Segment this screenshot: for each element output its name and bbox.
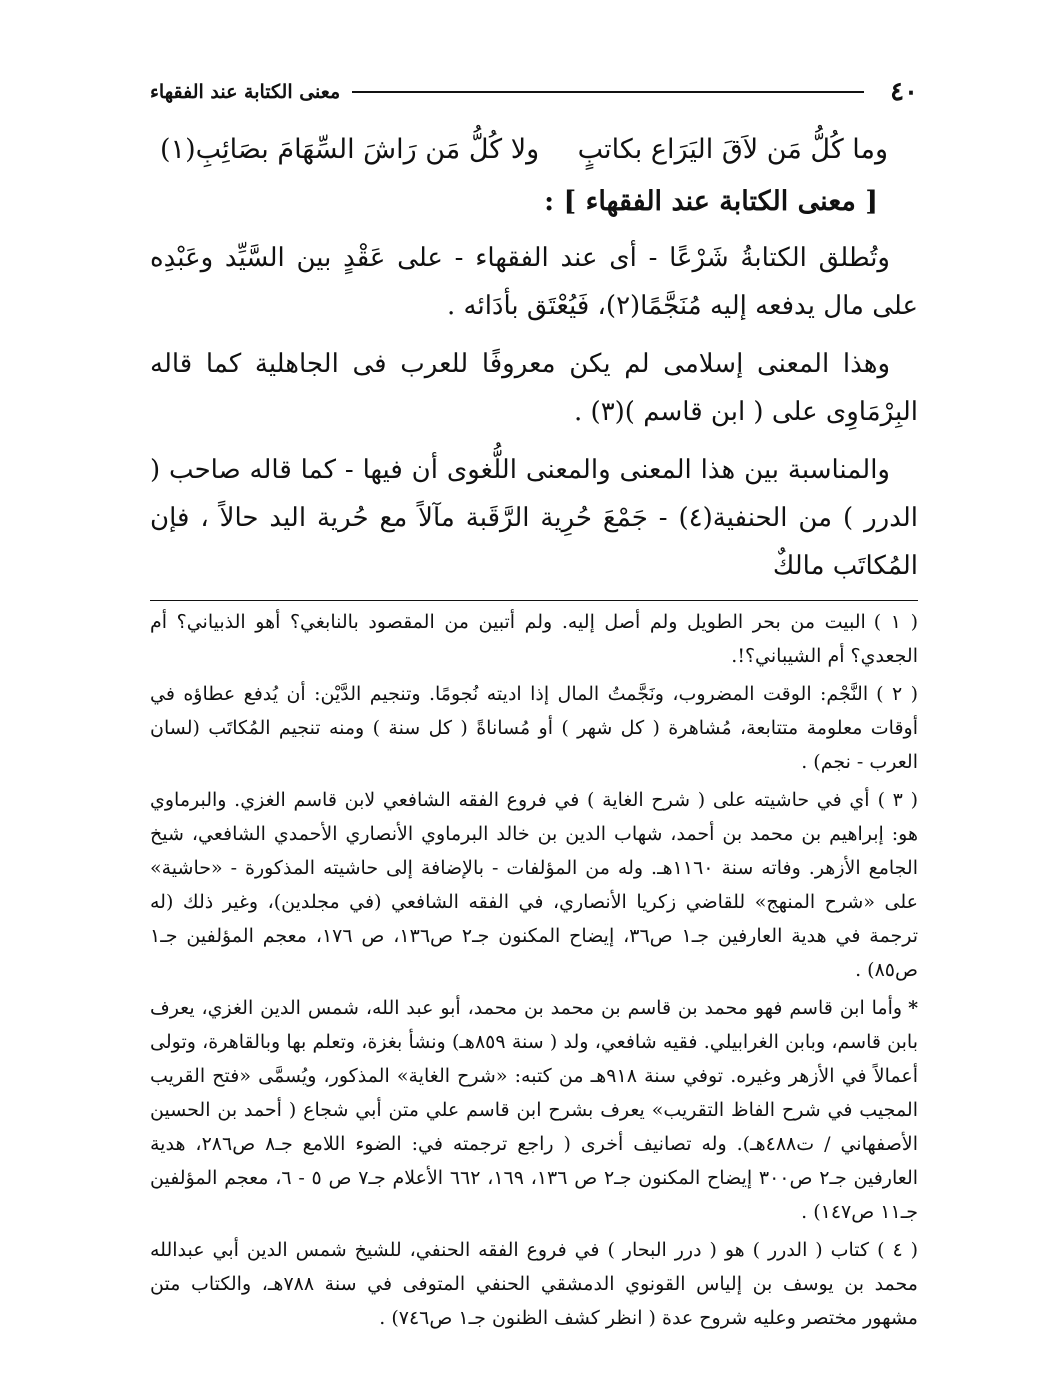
footnote-star bbox=[150, 991, 918, 1229]
footnote-number: ( ٤ ) bbox=[877, 1239, 919, 1261]
running-title: معنى الكتابة عند الفقهاء bbox=[150, 81, 341, 103]
footnote-number: ( ١ ) bbox=[873, 611, 918, 633]
footnote-text: النَّجْم: الوقت المضروب، ونَجَّمتُ المال إذا اديته نُجومًا. وتنجيم الدَّيْن: أن يُدفع عطاؤه في أوقات معلومة متتابعة، مُشاهرة ( كل شهر ) أو مُساناةً ( كل سنة ) ومنه تنجيم المُكاتَب (لسان العرب - نجم) . bbox=[150, 683, 918, 773]
footnotes bbox=[150, 605, 918, 1335]
page-header bbox=[150, 72, 918, 112]
footnote-divider bbox=[150, 600, 918, 601]
book-page bbox=[150, 72, 918, 1339]
asterisk-mark: * bbox=[908, 997, 918, 1019]
paragraph-islamic-meaning: وهذا المعنى إسلامى لم يكن معروفًا للعرب فى الجاهلية كما قاله البِرْمَاوِى على ( ابن قاسم )(٣) . bbox=[150, 349, 918, 427]
page-number: ٤٠ bbox=[890, 77, 918, 107]
section-heading: [ معنى الكتابة عند الفقهاء ] : bbox=[544, 186, 878, 217]
paragraph-relation: والمناسبة بين هذا المعنى والمعنى اللُّغوى أن فيها - كما قاله صاحب ( الدرر ) من الحنفية(٤) - جَمْعَ حُرِية الرَّقَبة مآلاً مع حُرية اليد حالاً ، فإن المُكاتَب مالكٌ bbox=[150, 455, 918, 581]
footnote-text: أي في حاشيته على ( شرح الغاية ) في فروع الفقه الشافعي لابن قاسم الغزي. والبرماوي هو: إبراهيم بن محمد بن أحمد، شهاب الدين بن خالد البرماوي الأنصاري الأحمدي الشافعي، شيخ الجامع الأزهر. وفاته سنة ١١٦٠هـ. وله من المؤلفات - بالإضافة إلى حاشيته المذكورة - «حاشية» على «شرح المنهج» للقاضي زكريا الأنصاري، في الفقه الشافعي (في مجلدين)، وغير ذلك (له ترجمة في هدية العارفين جـ١ ص٣٦، إيضاح المكنون جـ٢ ص١٣٦، ص ١٧٦، معجم المؤلفين جـ١ ص٨٥) . bbox=[150, 789, 918, 981]
poem-verse bbox=[150, 126, 918, 174]
footnote-1 bbox=[150, 605, 918, 673]
poem-first-hemistich: وما كُلُّ مَن لاَقَ اليَرَاع بكاتبٍ bbox=[577, 134, 888, 165]
footnote-4 bbox=[150, 1233, 918, 1335]
poem-second-hemistich: ولا كُلُّ مَن رَاشَ السِّهَامَ بصَائِبِ(١) bbox=[160, 134, 540, 165]
footnote-text: كتاب ( الدرر ) هو ( درر البحار ) في فروع الفقه الحنفي، للشيخ شمس الدين أبي عبدالله محمد بن يوسف بن إلياس القونوي الدمشقي الحنفي المتوفى في سنة ٧٨٨هـ، والكتاب متن مشهور مختصر وعليه شروح عدة ( انظر كشف الظنون جـ١ ص٧٤٦) . bbox=[150, 1239, 918, 1329]
header-rule bbox=[352, 91, 864, 93]
footnote-number: ( ٣ ) bbox=[877, 789, 918, 811]
paragraph-definition: وتُطلق الكتابةُ شَرْعًا - أى عند الفقهاء - على عَقْدٍ بين السَّيِّد وعَبْدِه على مال يدفعه إليه مُنَجَّمًا(٢)، فَيُعْتَق بأدَائه . bbox=[150, 243, 918, 321]
footnote-2 bbox=[150, 677, 918, 779]
footnote-3 bbox=[150, 783, 918, 987]
footnote-number: ( ٢ ) bbox=[876, 683, 919, 705]
footnote-text: البيت من بحر الطويل ولم أصل إليه. ولم أتبين من المقصود بالنابغي؟ أهو الذبياني؟ أم الجعدي؟ أم الشيباني؟!. bbox=[150, 611, 918, 667]
footnote-text: وأما ابن قاسم فهو محمد بن قاسم بن محمد بن محمد، أبو عبد الله، شمس الدين الغزي، يعرف بابن قاسم، وبابن الغرابيلي. فقيه شافعي، ولد ( سنة ٨٥٩هـ) ونشأ بغزة، وتعلم بها وبالقاهرة، وتولى أعمالاً في الأزهر وغيره. توفي سنة ٩١٨هـ من كتبه: «شرح الغاية» المذكور، ويُسمَّى «فتح القريب المجيب في شرح الفاظ التقريب» يعرف بشرح ابن قاسم علي متن أبي شجاع ( أحمد بن الحسين الأصفهاني / ت٤٨٨هـ). وله تصانيف أخرى ( راجع ترجمته في: الضوء اللامع جـ٨ ص٢٨٦، هدية العارفين جـ٢ ص٣٠٠ إيضاح المكنون جـ٢ ص ١٣٦، ١٦٩، ٦٦٢ الأعلام جـ٧ ص ٥ - ٦، معجم المؤلفين جـ١١ ص١٤٧) . bbox=[150, 997, 919, 1223]
